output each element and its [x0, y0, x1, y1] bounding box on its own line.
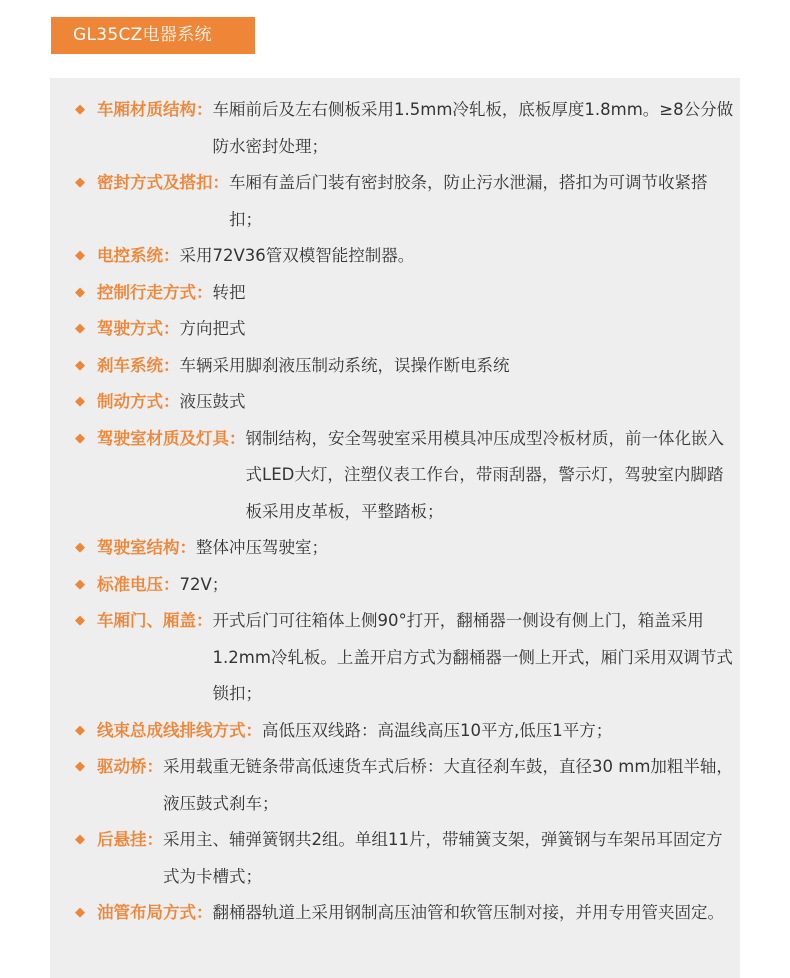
diamond-bullet-icon: ◆: [75, 576, 85, 592]
spec-value: 开式后门可往箱体上侧90°打开，翻桶器一侧设有侧上门，箱盖采用1.2mm冷轧板。上盖开启方式为翻桶器一侧上开式，厢门采用双调节式锁扣；: [212, 611, 733, 703]
spec-value: 高低压双线路：高温线高压10平方,低压1平方；: [262, 720, 613, 740]
spec-item-drive-control: [70, 275, 735, 312]
spec-item-doors-lid: [70, 603, 735, 713]
diamond-bullet-icon: ◆: [75, 102, 85, 117]
spec-value: 采用主、辅弹簧钢共2组。单组11片，带辅簧支架，弹簧钢与车架吊耳固定方式为卡槽式；: [163, 830, 723, 886]
spec-value: 采用72V36管双模智能控制器。: [179, 246, 415, 265]
spec-item-brake-mode: [70, 384, 735, 421]
spec-label: 制动方式：: [97, 392, 180, 411]
spec-value: 车厢前后及左右侧板采用1.5mm冷轧板，底板厚度1.8mm。≥8公分做防水密封处理；: [212, 100, 734, 156]
spec-label: 驱动桥：: [97, 757, 163, 776]
spec-label: 电控系统：: [97, 246, 180, 265]
diamond-bullet-icon: ◆: [75, 905, 85, 920]
spec-value: 液压鼓式: [179, 392, 246, 411]
spec-label: 油管布局方式：: [97, 903, 213, 922]
spec-list: [70, 92, 735, 932]
spec-item-electric-control: [70, 238, 735, 275]
spec-label: 驾驶方式：: [97, 319, 180, 338]
spec-value: 采用载重无链条带高低速货车式后桥：大直径刹车鼓，直径30 mm加粗半轴，液压鼓式刹车；: [163, 757, 733, 813]
spec-label: 后悬挂：: [97, 830, 163, 849]
spec-label: 驾驶室材质及灯具：: [97, 428, 246, 448]
spec-label: 驾驶室结构：: [97, 538, 196, 557]
spec-value: 车厢有盖后门装有密封胶条，防止污水泄漏，搭扣为可调节收紧搭扣；: [229, 173, 708, 229]
spec-label: 刹车系统：: [97, 355, 180, 375]
diamond-bullet-icon: ◆: [75, 394, 85, 409]
spec-label: 车厢材质结构：: [97, 100, 213, 119]
diamond-bullet-icon: ◆: [75, 722, 85, 738]
spec-label: 控制行走方式：: [97, 282, 213, 302]
diamond-bullet-icon: ◆: [75, 613, 85, 628]
diamond-bullet-icon: ◆: [75, 759, 85, 774]
spec-label: 车厢门、厢盖：: [97, 611, 213, 630]
diamond-bullet-icon: ◆: [75, 540, 85, 555]
spec-value: 翻桶器轨道上采用钢制高压油管和软管压制对接，并用专用管夹固定。: [212, 903, 724, 922]
diamond-bullet-icon: ◆: [75, 321, 85, 336]
spec-label: 线束总成线排线方式：: [97, 720, 262, 740]
diamond-bullet-icon: ◆: [75, 832, 85, 847]
spec-item-sealing: [70, 165, 735, 238]
spec-item-cab-material-lights: [70, 421, 735, 531]
diamond-bullet-icon: ◆: [75, 175, 85, 190]
page-title: GL35CZ电器系统: [51, 17, 255, 54]
diamond-bullet-icon: ◆: [75, 284, 85, 300]
diamond-bullet-icon: ◆: [75, 248, 85, 263]
spec-value: 整体冲压驾驶室；: [196, 538, 328, 557]
spec-item-voltage: [70, 567, 735, 604]
spec-value: 72V；: [179, 574, 229, 594]
spec-value: 车辆采用脚刹液压制动系统，误操作断电系统: [179, 355, 510, 375]
spec-item-oil-pipe-layout: [70, 895, 735, 932]
spec-item-carriage-material: [70, 92, 735, 165]
diamond-bullet-icon: ◆: [75, 357, 85, 373]
spec-item-cab-structure: [70, 530, 735, 567]
spec-item-wiring: [70, 713, 735, 750]
spec-item-drive-axle: [70, 749, 735, 822]
spec-item-rear-suspension: [70, 822, 735, 895]
spec-value: 钢制结构，安全驾驶室采用模具冲压成型冷板材质，前一体化嵌入式LED大灯，注塑仪表工作台，带雨刮器，警示灯，驾驶室内脚踏板采用皮革板，平整踏板；: [245, 428, 724, 521]
spec-value: 转把: [212, 282, 246, 302]
spec-value: 方向把式: [179, 319, 246, 338]
diamond-bullet-icon: ◆: [75, 430, 85, 446]
spec-label: 标准电压：: [97, 574, 180, 594]
spec-label: 密封方式及搭扣：: [97, 173, 229, 192]
spec-item-brake-system: [70, 348, 735, 385]
spec-item-steering: [70, 311, 735, 348]
